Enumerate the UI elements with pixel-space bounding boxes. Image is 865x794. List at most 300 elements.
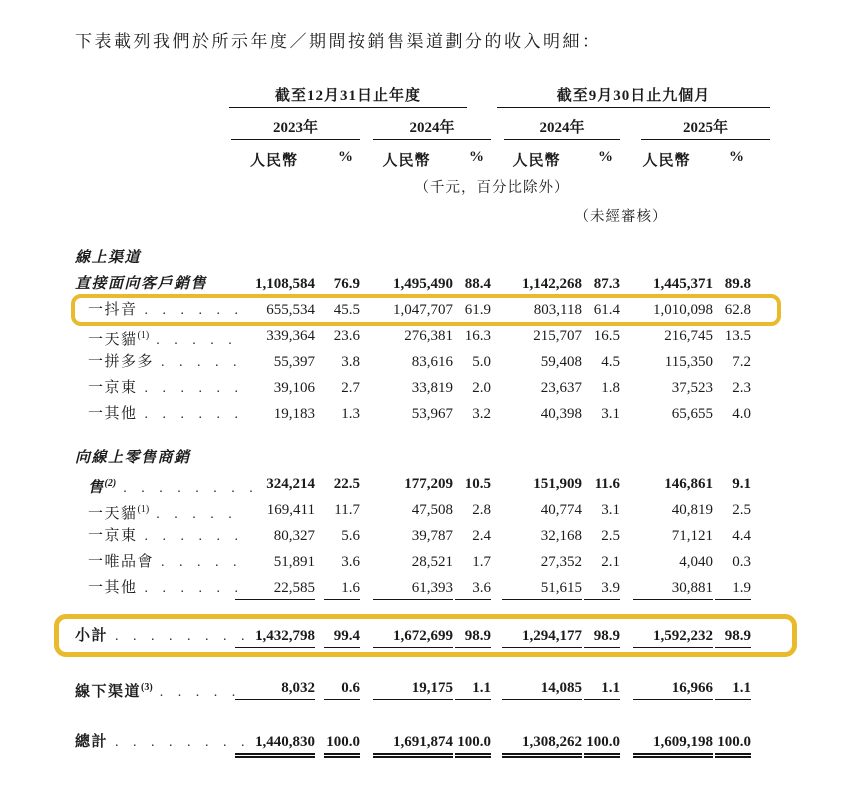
value-pct xyxy=(315,349,360,376)
value-text: 2.5 xyxy=(732,502,751,518)
value-text: 98.9 xyxy=(455,626,491,648)
dot-leader: . . . . . . . . . xyxy=(115,735,269,750)
value-text: 40,398 xyxy=(540,406,582,422)
value-text: 1.1 xyxy=(584,678,620,700)
footnote-marker: (3) xyxy=(141,682,153,693)
value-rmb xyxy=(620,445,713,471)
value-text: 61,393 xyxy=(373,578,453,600)
value-pct xyxy=(582,549,620,576)
value-rmb xyxy=(233,401,315,428)
row-online-retailers-line1 xyxy=(75,445,751,471)
row-label xyxy=(75,297,244,324)
row-label xyxy=(75,575,244,602)
value-rmb xyxy=(360,271,453,297)
value-rmb xyxy=(491,445,582,471)
value-rmb xyxy=(233,375,315,402)
row-label-text: 向線上零售商銷 xyxy=(75,450,191,466)
dot-leader: . . . . . . . . xyxy=(123,481,259,496)
dot-leader: . . . . . xyxy=(161,555,243,570)
value-text: 1,445,371 xyxy=(653,276,713,292)
value-text: 0.3 xyxy=(732,554,751,570)
row-label xyxy=(75,523,244,550)
value-pct xyxy=(582,575,620,602)
value-text: 87.3 xyxy=(593,276,620,292)
value-text: 1.6 xyxy=(324,578,360,600)
value-rmb xyxy=(491,623,582,650)
value-pct xyxy=(713,375,751,402)
value-text: 1,308,262 xyxy=(502,732,582,758)
value-text: 28,521 xyxy=(411,554,453,570)
value-pct xyxy=(713,523,751,550)
value-text: 169,411 xyxy=(266,502,315,518)
value-text: 655,534 xyxy=(266,302,315,318)
value-text: 803,118 xyxy=(533,302,582,318)
row-others-retail xyxy=(75,575,751,601)
value-pct xyxy=(582,523,620,550)
value-pct xyxy=(713,623,751,650)
row-label xyxy=(75,401,244,428)
dot-leader: . . . . . xyxy=(156,333,238,348)
unaudited-note-row xyxy=(75,195,751,225)
year-header-2023: 2023年 xyxy=(231,108,360,140)
value-rmb xyxy=(620,623,713,650)
value-pct xyxy=(582,271,620,297)
value-text: 22.5 xyxy=(333,476,360,492)
value-rmb xyxy=(491,349,582,376)
value-pct xyxy=(315,675,360,706)
value-rmb xyxy=(233,523,315,550)
value-text: 16.5 xyxy=(593,328,620,344)
value-pct xyxy=(713,245,751,271)
units-header-row xyxy=(75,140,751,170)
value-rmb xyxy=(491,271,582,297)
row-label xyxy=(75,271,233,297)
value-pct xyxy=(713,297,751,324)
value-pct xyxy=(713,549,751,576)
value-text: 11.6 xyxy=(594,476,620,492)
value-pct xyxy=(582,623,620,650)
value-text: 16,966 xyxy=(633,678,713,700)
value-pct xyxy=(713,349,751,376)
value-text: 88.4 xyxy=(464,276,491,292)
value-pct xyxy=(582,445,620,471)
value-pct xyxy=(315,401,360,428)
value-pct xyxy=(315,375,360,402)
row-douyin xyxy=(75,297,751,323)
value-text: 1.3 xyxy=(341,406,360,422)
value-text: 76.9 xyxy=(333,276,360,292)
dot-leader: . . . . . . xyxy=(144,407,244,422)
row-label xyxy=(75,375,244,402)
value-rmb xyxy=(233,575,315,602)
value-text: 4,040 xyxy=(679,554,713,570)
period-group-row xyxy=(75,84,751,108)
value-pct xyxy=(315,549,360,576)
value-pct xyxy=(453,349,491,376)
row-label xyxy=(75,729,269,758)
value-pct xyxy=(582,401,620,428)
row-label-text: 一天貓 xyxy=(88,332,138,348)
value-text: 4.0 xyxy=(732,406,751,422)
value-rmb xyxy=(360,375,453,402)
value-rmb xyxy=(233,549,315,576)
value-text: 16.3 xyxy=(464,328,491,344)
value-text: 2.4 xyxy=(472,528,491,544)
value-pct xyxy=(582,349,620,376)
value-rmb xyxy=(620,375,713,402)
row-label-text: 線上渠道 xyxy=(75,250,142,266)
value-text: 3.9 xyxy=(584,578,620,600)
unit-note: （千元，百分比除外） xyxy=(414,180,570,196)
value-text: 4.5 xyxy=(601,354,620,370)
revenue-by-channel-table xyxy=(75,84,751,755)
value-rmb xyxy=(360,549,453,576)
value-pct xyxy=(582,675,620,706)
value-pct xyxy=(582,297,620,324)
currency-header: 人民幣 xyxy=(642,153,691,169)
value-text: 2.7 xyxy=(341,380,360,396)
value-rmb xyxy=(360,245,453,271)
row-label-text: 直接面向客戶銷售 xyxy=(75,276,208,292)
value-text: 3.6 xyxy=(341,554,360,570)
value-rmb xyxy=(491,297,582,324)
value-text: 89.8 xyxy=(724,276,751,292)
value-text: 19,175 xyxy=(373,678,453,700)
value-text: 2.3 xyxy=(732,380,751,396)
dot-leader: . . . . . . xyxy=(144,581,244,596)
value-text: 5.6 xyxy=(341,528,360,544)
value-pct xyxy=(453,297,491,324)
value-rmb xyxy=(360,445,453,471)
value-pct xyxy=(453,245,491,271)
value-text: 59,408 xyxy=(540,354,582,370)
value-text: 339,364 xyxy=(266,328,315,344)
value-text: 39,106 xyxy=(273,380,315,396)
value-text: 62.8 xyxy=(724,302,751,318)
value-text: 27,352 xyxy=(540,554,582,570)
value-rmb xyxy=(360,623,453,650)
percent-header: % xyxy=(338,149,353,165)
currency-header: 人民幣 xyxy=(512,153,561,169)
value-rmb xyxy=(620,349,713,376)
value-text: 98.9 xyxy=(715,626,751,648)
row-label-text: 一京東 xyxy=(88,380,138,396)
value-text: 51,891 xyxy=(273,554,315,570)
unaudited-note: （未經審核） xyxy=(574,209,668,225)
value-text: 47,508 xyxy=(411,502,453,518)
value-pct xyxy=(453,729,491,758)
value-text: 100.0 xyxy=(455,732,491,758)
row-label xyxy=(75,675,241,706)
value-text: 11.7 xyxy=(334,502,360,518)
value-text: 65,655 xyxy=(671,406,713,422)
value-pct xyxy=(453,271,491,297)
value-rmb xyxy=(360,675,453,706)
value-text: 1,495,490 xyxy=(393,276,453,292)
value-text: 40,774 xyxy=(540,502,582,518)
value-text: 10.5 xyxy=(464,476,491,492)
intro-text: 下表載列我們於所示年度／期間按銷售渠道劃分的收入明細： xyxy=(75,32,602,51)
value-rmb xyxy=(233,271,315,297)
value-rmb xyxy=(491,675,582,706)
value-text: 2.1 xyxy=(601,554,620,570)
row-others-direct xyxy=(75,401,751,427)
row-label-text: 一拼多多 xyxy=(88,354,155,370)
value-text: 100.0 xyxy=(584,732,620,758)
value-rmb xyxy=(620,675,713,706)
row-label-text: 一其他 xyxy=(88,580,138,596)
value-text: 216,745 xyxy=(664,328,713,344)
value-text: 30,881 xyxy=(633,578,713,600)
value-text: 1,691,874 xyxy=(373,732,453,758)
footnote-marker: (1) xyxy=(137,330,150,341)
value-text: 14,085 xyxy=(502,678,582,700)
value-rmb xyxy=(360,297,453,324)
row-label xyxy=(75,349,243,376)
value-text: 9.1 xyxy=(732,476,751,492)
value-text: 3.1 xyxy=(601,502,620,518)
value-rmb xyxy=(491,523,582,550)
value-text: 33,819 xyxy=(411,380,453,396)
value-pct xyxy=(315,445,360,471)
value-text: 1,047,707 xyxy=(393,302,453,318)
value-rmb xyxy=(491,245,582,271)
value-text: 61.9 xyxy=(464,302,491,318)
value-pct xyxy=(453,401,491,428)
value-pct xyxy=(453,549,491,576)
row-pinduoduo xyxy=(75,349,751,375)
value-text: 3.6 xyxy=(455,578,491,600)
row-label-text: 總計 xyxy=(75,734,109,750)
value-rmb xyxy=(360,575,453,602)
percent-header: % xyxy=(729,149,744,165)
value-text: 83,616 xyxy=(411,354,453,370)
row-offline-channels xyxy=(75,675,751,701)
value-text: 32,168 xyxy=(540,528,582,544)
value-text: 5.0 xyxy=(472,354,491,370)
value-rmb xyxy=(233,245,315,271)
value-text: 2.8 xyxy=(472,502,491,518)
value-pct xyxy=(713,445,751,471)
value-pct xyxy=(453,623,491,650)
value-rmb xyxy=(620,575,713,602)
value-text: 3.1 xyxy=(601,406,620,422)
value-text: 1.1 xyxy=(455,678,491,700)
value-text: 215,707 xyxy=(533,328,582,344)
value-text: 40,819 xyxy=(671,502,713,518)
period-group-nine-months-sep30: 截至9月30日止九個月 xyxy=(497,84,770,108)
value-text: 53,967 xyxy=(411,406,453,422)
value-text: 1.8 xyxy=(601,380,620,396)
row-label xyxy=(75,623,269,650)
value-text: 3.2 xyxy=(472,406,491,422)
value-pct xyxy=(582,375,620,402)
value-text: 151,909 xyxy=(533,476,582,492)
value-rmb xyxy=(360,523,453,550)
row-label-text: 一其他 xyxy=(88,406,138,422)
value-pct xyxy=(582,729,620,758)
unit-note-row xyxy=(75,170,751,195)
value-rmb xyxy=(491,401,582,428)
value-rmb xyxy=(620,401,713,428)
value-rmb xyxy=(360,401,453,428)
value-text: 1,142,268 xyxy=(522,276,582,292)
value-rmb xyxy=(491,729,582,758)
value-text: 177,209 xyxy=(404,476,453,492)
row-tmall-direct xyxy=(75,323,751,349)
value-rmb xyxy=(620,549,713,576)
value-text: 71,121 xyxy=(671,528,713,544)
value-pct xyxy=(315,575,360,602)
value-rmb xyxy=(360,729,453,758)
dot-leader: . . . . . xyxy=(156,507,238,522)
value-pct xyxy=(582,245,620,271)
value-text: 39,787 xyxy=(411,528,453,544)
row-label-text: 一京東 xyxy=(88,528,138,544)
row-spacer xyxy=(75,649,751,675)
value-pct xyxy=(315,245,360,271)
value-rmb xyxy=(233,623,315,650)
value-text: 2.0 xyxy=(472,380,491,396)
value-text: 3.8 xyxy=(341,354,360,370)
value-rmb xyxy=(491,375,582,402)
value-text: 324,214 xyxy=(266,476,315,492)
row-online-channels xyxy=(75,245,751,271)
value-pct xyxy=(453,375,491,402)
value-rmb xyxy=(620,297,713,324)
value-text: 1,592,232 xyxy=(633,626,713,648)
row-label-text: 一唯品會 xyxy=(88,554,155,570)
dot-leader: . . . . . . . . . xyxy=(115,629,269,644)
value-text: 22,585 xyxy=(235,578,315,600)
value-rmb xyxy=(233,297,315,324)
value-rmb xyxy=(620,523,713,550)
value-text: 1,672,699 xyxy=(373,626,453,648)
year-header-2024: 2024年 xyxy=(373,108,491,140)
value-pct xyxy=(453,523,491,550)
value-text: 1,294,177 xyxy=(502,626,582,648)
value-text: 4.4 xyxy=(732,528,751,544)
value-text: 19,183 xyxy=(273,406,315,422)
row-spacer xyxy=(75,601,751,623)
value-pct xyxy=(713,271,751,297)
value-text: 61.4 xyxy=(593,302,620,318)
percent-header: % xyxy=(469,149,484,165)
value-text: 1.7 xyxy=(472,554,491,570)
row-label xyxy=(75,445,233,471)
value-rmb xyxy=(233,729,315,758)
value-text: 1.9 xyxy=(715,578,751,600)
value-rmb xyxy=(491,575,582,602)
percent-header: % xyxy=(598,149,613,165)
dot-leader: . . . . . . xyxy=(144,381,244,396)
value-text: 2.5 xyxy=(601,528,620,544)
value-text: 100.0 xyxy=(324,732,360,758)
row-label xyxy=(75,549,243,576)
row-jd-direct xyxy=(75,375,751,401)
value-text: 45.5 xyxy=(333,302,360,318)
value-text: 1,010,098 xyxy=(653,302,713,318)
dot-leader: . . . . . xyxy=(159,685,241,700)
period-group-year-ended-dec31: 截至12月31日止年度 xyxy=(229,84,467,108)
row-label-text: 售 xyxy=(88,480,105,496)
value-pct xyxy=(315,523,360,550)
row-subtotal xyxy=(75,623,751,649)
value-rmb xyxy=(491,549,582,576)
row-label-text: 一天貓 xyxy=(88,506,138,522)
footnote-marker: (2) xyxy=(104,478,117,489)
row-total xyxy=(75,729,751,755)
value-text: 276,381 xyxy=(404,328,453,344)
value-text: 51,615 xyxy=(502,578,582,600)
dot-leader: . . . . . . xyxy=(144,529,244,544)
value-pct xyxy=(315,729,360,758)
value-rmb xyxy=(360,349,453,376)
dot-leader: . . . . . xyxy=(161,355,243,370)
row-label-text: 一抖音 xyxy=(88,302,138,318)
value-rmb xyxy=(233,445,315,471)
value-rmb xyxy=(620,729,713,758)
value-text: 0.6 xyxy=(324,678,360,700)
value-text: 23,637 xyxy=(540,380,582,396)
value-pct xyxy=(453,675,491,706)
value-text: 80,327 xyxy=(273,528,315,544)
value-text: 1.1 xyxy=(715,678,751,700)
row-vipshop xyxy=(75,549,751,575)
row-label xyxy=(75,245,233,271)
value-text: 13.5 xyxy=(724,328,751,344)
value-rmb xyxy=(233,675,315,706)
currency-header: 人民幣 xyxy=(382,153,431,169)
value-rmb xyxy=(620,245,713,271)
value-text: 1,432,798 xyxy=(235,626,315,648)
value-text: 98.9 xyxy=(584,626,620,648)
value-pct xyxy=(315,271,360,297)
value-text: 146,861 xyxy=(664,476,713,492)
row-tmall-retail xyxy=(75,497,751,523)
value-text: 100.0 xyxy=(715,732,751,758)
value-text: 1,440,830 xyxy=(235,732,315,758)
footnote-marker: (1) xyxy=(137,504,150,515)
value-pct xyxy=(713,675,751,706)
value-text: 115,350 xyxy=(664,354,713,370)
value-text: 1,108,584 xyxy=(255,276,315,292)
value-rmb xyxy=(620,271,713,297)
value-text: 37,523 xyxy=(671,380,713,396)
value-pct xyxy=(453,445,491,471)
value-pct xyxy=(713,401,751,428)
row-label-text: 線下渠道 xyxy=(75,684,142,700)
value-pct xyxy=(315,297,360,324)
row-online-retailers-line2 xyxy=(75,471,751,497)
value-text: 55,397 xyxy=(273,354,315,370)
value-text: 23.6 xyxy=(333,328,360,344)
table-body xyxy=(75,245,751,755)
value-pct xyxy=(453,575,491,602)
year-header-2024-9m: 2024年 xyxy=(504,108,620,140)
currency-header: 人民幣 xyxy=(249,153,298,169)
dot-leader: . . . . . . xyxy=(144,303,244,318)
row-label-text: 小計 xyxy=(75,628,109,644)
value-pct xyxy=(315,623,360,650)
value-text: 7.2 xyxy=(732,354,751,370)
value-text: 1,609,198 xyxy=(633,732,713,758)
year-header-2025: 2025年 xyxy=(641,108,770,140)
year-header-row xyxy=(75,108,751,140)
value-text: 8,032 xyxy=(235,678,315,700)
row-direct-to-customer xyxy=(75,271,751,297)
value-text: 99.4 xyxy=(324,626,360,648)
